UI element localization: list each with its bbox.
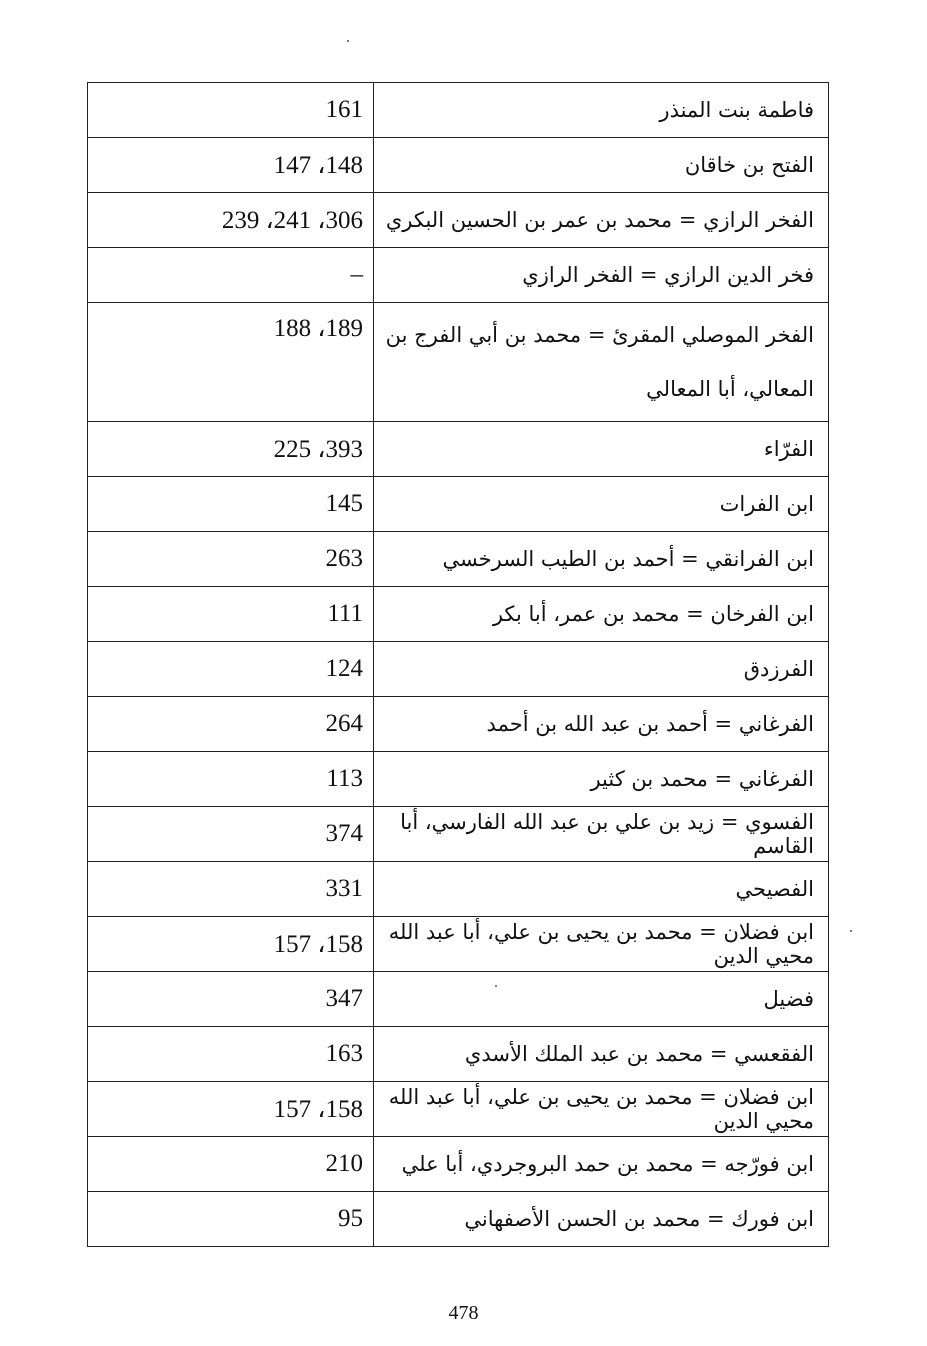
page-refs: – — [88, 248, 374, 303]
table-row — [88, 1082, 829, 1137]
entry-name: الفرغاني = أحمد بن عبد الله بن أحمد — [374, 697, 829, 752]
table-row — [88, 917, 829, 972]
entry-name: الفرزدق — [374, 642, 829, 697]
scan-speck — [347, 40, 349, 42]
table-row — [88, 303, 829, 422]
entry-name: ابن فضلان = محمد بن يحيى بن علي، أبا عبد الله محيي الدين — [374, 1082, 829, 1137]
page-refs: 111 — [88, 587, 374, 642]
table-row — [88, 972, 829, 1027]
entry-name: ابن فضلان = محمد بن يحيى بن علي، أبا عبد الله محيي الدين — [374, 917, 829, 972]
page-refs: 113 — [88, 752, 374, 807]
page-refs: 263 — [88, 532, 374, 587]
table-row — [88, 422, 829, 477]
page-refs: 163 — [88, 1027, 374, 1082]
page-refs: 148، 147 — [88, 138, 374, 193]
page-refs: 189، 188 — [88, 303, 374, 422]
table-row — [88, 1192, 829, 1247]
entry-name: فخر الدين الرازي = الفخر الرازي — [374, 248, 829, 303]
entry-name: فضيل — [374, 972, 829, 1027]
entry-name: ابن الفرخان = محمد بن عمر، أبا بكر — [374, 587, 829, 642]
entry-name: ابن فورّجه = محمد بن حمد البروجردي، أبا علي — [374, 1137, 829, 1192]
entry-name: ابن فورك = محمد بن الحسن الأصفهاني — [374, 1192, 829, 1247]
page-refs: 306، 241، 239 — [88, 193, 374, 248]
entry-name: الفقعسي = محمد بن عبد الملك الأسدي — [374, 1027, 829, 1082]
table-row — [88, 587, 829, 642]
page-refs: 158، 157 — [88, 917, 374, 972]
entry-name: ابن الفرانقي = أحمد بن الطيب السرخسي — [374, 532, 829, 587]
index-table — [87, 82, 829, 1247]
entry-name: الفرغاني = محمد بن كثير — [374, 752, 829, 807]
page-refs: 161 — [88, 83, 374, 138]
page-refs: 264 — [88, 697, 374, 752]
page-refs: 124 — [88, 642, 374, 697]
scan-speck — [495, 985, 497, 987]
table-row — [88, 83, 829, 138]
page-refs: 145 — [88, 477, 374, 532]
page-refs: 158، 157 — [88, 1082, 374, 1137]
table-row — [88, 807, 829, 862]
table-row — [88, 532, 829, 587]
table-row — [88, 477, 829, 532]
page-refs: 393، 225 — [88, 422, 374, 477]
entry-name: الفخر الموصلي المقرئ = محمد بن أبي الفرج بن المعالي، أبا المعالي — [374, 303, 829, 422]
table-row — [88, 1137, 829, 1192]
table-row — [88, 1027, 829, 1082]
scan-speck — [850, 930, 852, 932]
table-row — [88, 138, 829, 193]
page-refs: 210 — [88, 1137, 374, 1192]
entry-name: الفصيحي — [374, 862, 829, 917]
page-refs: 374 — [88, 807, 374, 862]
table-row — [88, 862, 829, 917]
entry-name: الفرّاء — [374, 422, 829, 477]
page-refs: 331 — [88, 862, 374, 917]
entry-name: فاطمة بنت المنذر — [374, 83, 829, 138]
table-row — [88, 697, 829, 752]
table-row — [88, 642, 829, 697]
page-refs: 347 — [88, 972, 374, 1027]
entry-name: الفتح بن خاقان — [374, 138, 829, 193]
entry-name: ابن الفرات — [374, 477, 829, 532]
table-row — [88, 752, 829, 807]
entry-name: الفسوي = زيد بن علي بن عبد الله الفارسي، أبا القاسم — [374, 807, 829, 862]
table-row — [88, 248, 829, 303]
table-row — [88, 193, 829, 248]
page-number: 478 — [448, 1302, 479, 1324]
page-refs: 95 — [88, 1192, 374, 1247]
entry-name: الفخر الرازي = محمد بن عمر بن الحسين البكري — [374, 193, 829, 248]
